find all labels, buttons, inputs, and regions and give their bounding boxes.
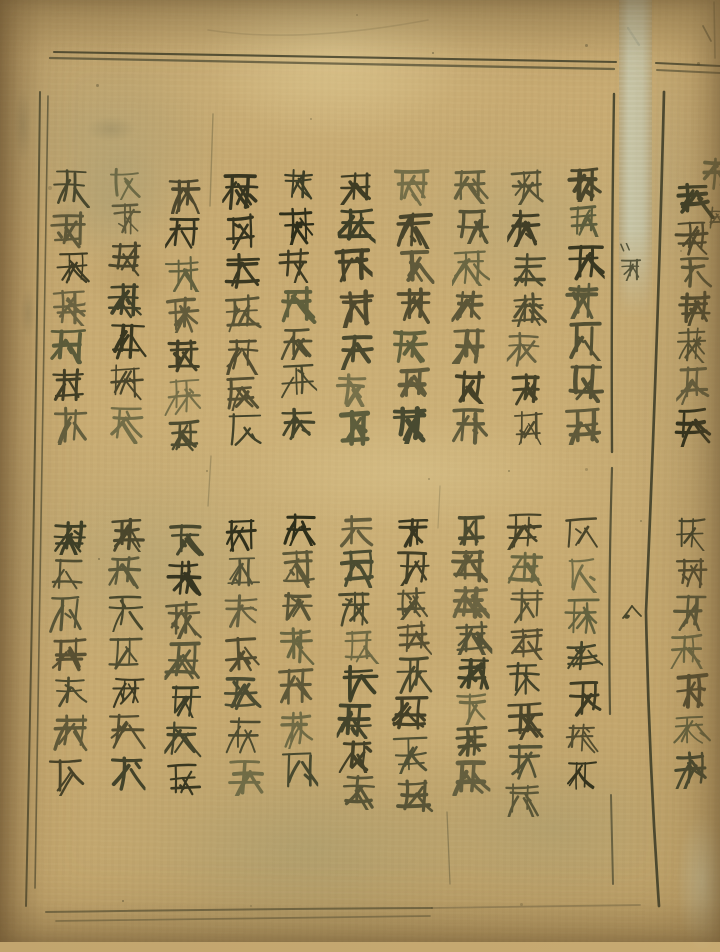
stain-blotch <box>420 150 630 300</box>
tangut-glyph <box>673 750 711 789</box>
tangut-glyph <box>278 667 316 706</box>
tangut-glyph <box>106 554 144 589</box>
tangut-glyph <box>453 513 491 547</box>
tangut-glyph <box>163 255 201 292</box>
crease-mark <box>210 114 213 206</box>
tangut-glyph <box>224 292 262 333</box>
tangut-glyph <box>337 410 375 447</box>
tangut-glyph <box>507 331 545 368</box>
tangut-glyph <box>453 725 491 759</box>
tangut-glyph <box>397 249 435 284</box>
stain-blotch <box>150 775 480 925</box>
inner-right-rule-lower <box>609 468 612 714</box>
tangut-glyph <box>509 292 547 327</box>
tangut-glyph <box>341 630 379 664</box>
tangut-glyph <box>223 518 261 553</box>
ink-speck <box>432 52 434 54</box>
stray-ink-mark <box>703 26 711 41</box>
tangut-glyph <box>223 594 261 632</box>
tangut-glyph <box>107 752 145 794</box>
tangut-glyph <box>48 558 86 592</box>
ink-speck <box>250 905 252 907</box>
tangut-glyph <box>451 290 489 324</box>
tangut-glyph <box>165 762 203 797</box>
text-column <box>451 167 491 445</box>
left-border-rule-outer <box>26 92 40 906</box>
top-border-rule-1 <box>54 52 616 62</box>
tangut-glyph <box>396 367 434 401</box>
tangut-glyph <box>341 773 379 810</box>
tangut-glyph <box>225 412 263 451</box>
tangut-glyph <box>509 167 547 205</box>
tangut-glyph <box>562 514 600 554</box>
tangut-glyph <box>564 282 602 319</box>
tangut-glyph <box>50 210 88 249</box>
text-column <box>338 514 378 792</box>
tangut-glyph <box>281 512 319 546</box>
ghost-ink-smudge <box>14 88 32 162</box>
tangut-glyph <box>52 167 90 208</box>
tangut-glyph <box>395 655 433 695</box>
tangut-glyph <box>391 695 429 734</box>
tangut-glyph <box>167 683 205 718</box>
text-column <box>165 519 205 797</box>
ghost-ink-smudge <box>52 202 84 250</box>
tangut-glyph <box>107 238 145 279</box>
tangut-glyph <box>393 402 431 444</box>
tangut-glyph <box>672 554 710 591</box>
tangut-glyph <box>164 600 202 639</box>
tangut-glyph <box>277 247 315 283</box>
inner-right-rule-upper <box>612 94 614 452</box>
tangut-glyph <box>105 281 143 320</box>
tangut-glyph <box>566 678 604 719</box>
stain-blotch <box>52 140 172 270</box>
tangut-glyph <box>566 167 604 202</box>
ghost-ink-smudge <box>20 288 36 338</box>
tangut-glyph <box>222 376 260 411</box>
tangut-glyph <box>395 550 433 586</box>
text-column <box>49 518 89 796</box>
tangut-glyph <box>337 588 375 630</box>
tangut-glyph <box>566 203 604 237</box>
text-column <box>670 517 710 789</box>
tangut-glyph <box>280 167 318 203</box>
tangut-glyph <box>508 586 546 624</box>
tangut-glyph <box>224 334 262 375</box>
ink-speck <box>680 250 682 252</box>
tangut-glyph <box>335 248 373 286</box>
tangut-glyph <box>165 215 203 253</box>
stain-blotch <box>612 35 712 305</box>
tangut-glyph <box>225 556 263 591</box>
repair-tape-strip <box>619 0 652 318</box>
tangut-glyph <box>223 173 261 212</box>
tangut-glyph <box>394 620 432 655</box>
text-column <box>451 513 491 791</box>
ghost-ink-smudge <box>86 116 136 142</box>
tangut-glyph <box>277 708 315 749</box>
tangut-glyph <box>223 675 261 713</box>
ink-speck <box>697 62 700 65</box>
tangut-glyph <box>451 369 489 404</box>
tangut-glyph <box>166 519 204 558</box>
partial-edge-glyph <box>706 206 720 231</box>
top-border-rule-2 <box>50 58 614 69</box>
tangut-glyph <box>677 363 715 405</box>
tangut-glyph <box>164 720 202 759</box>
tangut-glyph <box>451 583 489 619</box>
tangut-glyph <box>338 288 376 328</box>
tangut-glyph <box>562 757 600 792</box>
tangut-glyph <box>677 178 715 219</box>
text-column <box>278 167 318 445</box>
tangut-glyph <box>167 174 205 214</box>
top-border-rule-2b <box>657 70 720 73</box>
tangut-glyph <box>509 372 547 406</box>
left-border-rule-inner <box>35 96 48 888</box>
tangut-glyph <box>107 711 145 749</box>
tangut-glyph <box>393 166 431 207</box>
partial-edge-glyph <box>702 156 720 192</box>
tangut-glyph <box>675 326 713 363</box>
tangut-glyph <box>52 675 90 709</box>
tangut-glyph <box>452 759 490 796</box>
gutter-caret-mark <box>619 603 645 623</box>
tangut-glyph <box>48 595 86 634</box>
ink-speck <box>122 900 124 902</box>
tangut-glyph <box>507 550 545 586</box>
tangut-glyph <box>50 328 88 367</box>
crease-mark <box>447 812 450 884</box>
outer-right-rule <box>646 92 664 906</box>
tangut-glyph <box>51 636 89 672</box>
text-column <box>277 512 317 790</box>
tangut-glyph <box>670 593 708 631</box>
tangut-glyph <box>563 595 601 637</box>
tangut-glyph <box>566 321 604 361</box>
tangut-glyph <box>451 408 489 445</box>
tangut-glyph <box>673 672 711 710</box>
tangut-glyph <box>165 335 203 376</box>
tangut-glyph <box>396 208 434 249</box>
tangut-glyph <box>107 403 145 444</box>
tangut-glyph <box>339 739 377 773</box>
ink-speck <box>585 44 588 47</box>
tangut-glyph <box>279 589 317 624</box>
stain-blotch <box>240 415 590 530</box>
crease-mark <box>208 456 211 506</box>
stain-blotch <box>84 236 174 316</box>
tangut-glyph <box>109 674 147 708</box>
tangut-glyph <box>674 405 712 447</box>
tangut-glyph <box>510 410 548 445</box>
tangut-glyph <box>568 362 606 403</box>
gutter-small-glyph <box>620 258 644 281</box>
text-column <box>107 166 147 444</box>
tangut-glyph <box>224 635 262 672</box>
tangut-glyph <box>338 207 376 245</box>
text-column <box>393 516 433 794</box>
tangut-glyph <box>396 285 434 325</box>
tangut-glyph <box>165 418 203 452</box>
tangut-glyph <box>48 755 86 796</box>
tangut-glyph <box>107 592 145 632</box>
tangut-glyph <box>505 512 543 550</box>
ink-speck <box>84 302 86 304</box>
tangut-glyph <box>227 757 265 796</box>
tangut-glyph <box>224 213 262 250</box>
inner-right-rule-bottom <box>611 795 613 884</box>
tangut-glyph <box>225 251 263 291</box>
text-column <box>224 518 264 796</box>
tangut-glyph <box>674 219 712 256</box>
tangut-glyph <box>277 626 315 665</box>
stain-blotch <box>440 755 670 905</box>
tangut-glyph <box>392 326 430 367</box>
tangut-glyph <box>51 518 89 555</box>
crease-mark <box>438 486 440 528</box>
ink-speck <box>96 84 99 87</box>
text-column <box>222 173 262 451</box>
page-edge-line <box>714 2 715 58</box>
tangut-glyph <box>280 285 318 324</box>
stain-blotch <box>200 0 470 140</box>
tangut-glyph <box>340 548 378 588</box>
tangut-glyph <box>109 321 147 360</box>
ink-speck <box>356 14 358 16</box>
tangut-glyph <box>108 362 146 401</box>
tangut-glyph <box>511 252 549 288</box>
tangut-glyph <box>278 326 316 360</box>
tangut-glyph <box>451 328 489 364</box>
stain-blotch <box>300 630 570 800</box>
tangut-glyph <box>565 639 603 676</box>
tangut-glyph <box>453 691 491 725</box>
tangut-glyph <box>504 660 542 701</box>
text-column <box>50 167 90 445</box>
stray-ink-mark <box>628 28 639 45</box>
tangut-glyph <box>164 641 202 680</box>
tangut-glyph <box>454 655 492 691</box>
text-column <box>335 169 375 447</box>
tangut-glyph <box>395 774 433 815</box>
tangut-glyph <box>280 405 318 445</box>
tangut-glyph <box>341 664 379 703</box>
text-column <box>393 166 433 444</box>
tangut-glyph <box>669 633 707 669</box>
stain-blotch <box>676 812 720 952</box>
tangut-glyph <box>453 208 491 244</box>
tangut-glyph <box>452 167 490 204</box>
ink-speck <box>520 903 523 906</box>
tangut-glyph <box>339 514 377 548</box>
tangut-glyph <box>50 368 88 404</box>
text-column <box>508 167 548 445</box>
text-column <box>107 516 147 794</box>
tangut-glyph <box>279 362 317 402</box>
tangut-glyph <box>109 516 147 552</box>
tangut-glyph <box>672 517 710 551</box>
bottom-border-rule-2 <box>56 916 430 921</box>
tangut-glyph <box>673 712 711 748</box>
tangut-glyph <box>454 619 492 655</box>
text-column <box>505 512 545 790</box>
text-column <box>565 167 605 445</box>
stain-blotch <box>30 60 220 270</box>
gutter-double-tick-mark <box>619 243 632 253</box>
tangut-glyph <box>106 635 144 672</box>
tangut-glyph <box>565 405 603 445</box>
ink-speck <box>640 520 642 522</box>
tangut-glyph <box>334 372 372 407</box>
tangut-glyph <box>567 239 605 281</box>
tangut-glyph <box>508 624 546 660</box>
text-column <box>674 178 714 446</box>
bottom-border-rule-1 <box>46 908 432 912</box>
tangut-glyph <box>563 557 601 593</box>
tangut-glyph <box>338 331 376 370</box>
tangut-glyph <box>503 781 541 817</box>
tangut-glyph <box>163 293 201 333</box>
ink-speck <box>48 186 52 190</box>
ink-speck <box>310 118 312 120</box>
ink-speck <box>585 468 588 471</box>
tangut-glyph <box>281 548 319 588</box>
tangut-glyph <box>52 287 90 326</box>
tangut-glyph <box>225 716 263 754</box>
tangut-glyph <box>165 560 203 597</box>
tangut-glyph <box>107 166 145 200</box>
tangut-glyph <box>393 586 431 620</box>
paper-crease-light <box>208 20 428 35</box>
tangut-glyph <box>562 721 600 755</box>
tangut-glyph <box>507 701 545 740</box>
tangut-glyph <box>449 547 487 583</box>
ink-speck <box>428 478 430 480</box>
tangut-glyph <box>508 209 546 247</box>
stain-blotch <box>18 470 288 660</box>
tangut-glyph <box>338 169 376 205</box>
tangut-glyph <box>164 377 202 416</box>
ink-speck <box>206 470 208 472</box>
tangut-glyph <box>281 751 319 790</box>
tangut-glyph <box>108 202 146 236</box>
tangut-glyph <box>677 290 715 326</box>
tangut-glyph <box>52 712 90 753</box>
tangut-glyph <box>53 250 91 285</box>
tangut-glyph <box>394 516 432 550</box>
tangut-glyph <box>279 205 317 245</box>
ink-speck <box>508 470 510 472</box>
tangut-glyph <box>452 249 490 286</box>
tangut-glyph <box>507 740 545 781</box>
tangut-glyph <box>675 256 713 290</box>
tangut-glyph <box>337 703 375 739</box>
tangut-glyph <box>392 734 430 774</box>
text-column <box>164 174 204 452</box>
ink-speck <box>98 558 100 560</box>
bottom-border-rule-1b <box>432 905 640 908</box>
text-column <box>562 514 602 792</box>
tangut-glyph <box>51 406 89 445</box>
top-border-rule-1b <box>656 63 720 66</box>
